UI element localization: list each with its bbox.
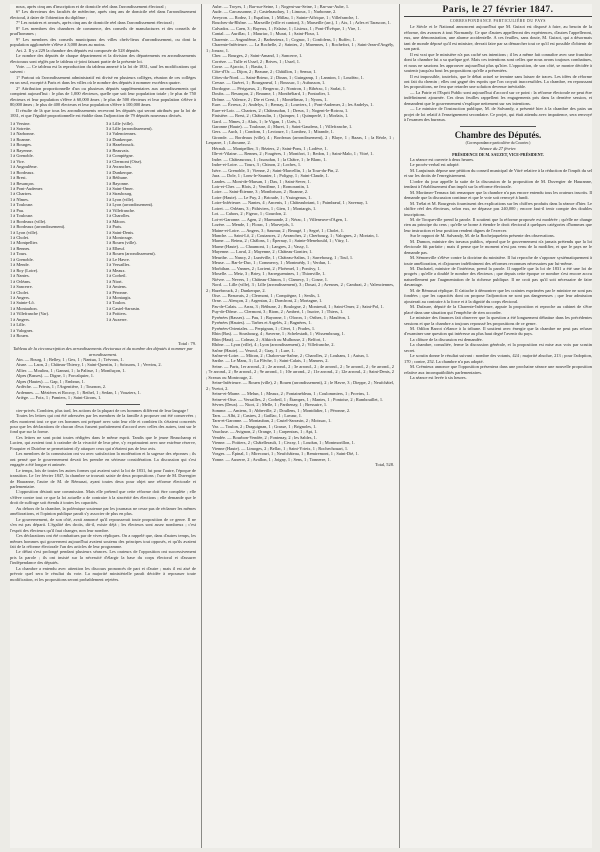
list-item: 1 à Chartres. — [10, 191, 33, 197]
paragraph: Sur le rapport de M. Salvandy, M. de la Rochejaquelein présente des observations. — [410, 233, 555, 239]
list-item: 1 à Orléans. — [10, 278, 32, 284]
department-entry: Seine. — Paris, 1er arrond., 2 ; 2e arrond., 2 ; 3e arrond., 2 ; 4e arrond., 2 ; 5e arrond., 2 ; 6e arrond., 2 ; 7e arrond., 2 ; 8e arrond., 2 ; 9e arrond., 1 ; 10e arrond., 2 ; 11e arrond., 2 ; 12e arrond., 2 ; Saint-Denis, 2 ; Sceaux ou Montrouge, 2. — [206, 363, 394, 380]
list-item: 1 à Bordeaux. — [10, 169, 35, 175]
list-item: 1 à Sainte-Lô. — [10, 300, 35, 306]
page-title: Paris, le 27 février 1847. — [404, 4, 592, 17]
department-entry: Somme. — Amiens, 3 ; Abbeville, 2 ; Doullens, 1 ; Montdidier, 1 ; Péronne, 2. — [212, 407, 351, 413]
department-entry: Alpes (Basses). — Digne, 1 ; Forcalquier, 1. — [16, 373, 94, 379]
intro-text — [404, 24, 592, 122]
list-item: 1 à Valognes. — [10, 327, 34, 333]
list-item: 1 à Toulouse. — [10, 202, 34, 208]
list-item: 1 à Rennes. — [10, 245, 31, 251]
deputies-list-left — [10, 121, 100, 339]
department-entry: Doubs. — Besançon, 2 ; Beaume, 1 ; Montbéliard, 1 ; Pontarlier, 1. — [212, 91, 331, 97]
paragraph: Toutes les lettres qui ont été adressées par les membres de la famille à proposer ont été conservées ; elles montrent tout ce que ces hommes ont préparé avec soin leur rôle et combien ils s'étaient concertés pour que les déclarations de chacun d'eux fussent parfaitement d'accord avec celles des autres, tant sur le fond que sur la forme. — [10, 413, 196, 435]
paragraph: Le gouvernement, de son côté, avait annoncé qu'il repousserait toute proposition de ce genre. Il ne s'en est pas départi. L'égalité des droits, dit-il, existe déjà ; les électeurs sont assez nombreux ; c'est l'esprit des électeurs qu'il faut changer, non leur nombre. — [10, 516, 196, 533]
list-item: 1 à Lille. — [10, 322, 26, 328]
department-entry: Mayenne. — Laval, 2 ; Mayenne, 2 ; Château-Gontier, 1. — [212, 249, 313, 255]
list-item: 1 à Pau. — [10, 207, 25, 213]
department-entry: Rhin (Haut). — Colmar, 2 ; Altkirch ou Mulhouse, 2 ; Belfort, 1. — [212, 336, 326, 342]
department-entry: Sarthe. — Le Mans, 3 ; La Flèche, 1 ; Saint-Calais, 1 ; Mamers, 2. — [212, 358, 329, 364]
department-entry: Loiret. — Orléans, 3 ; Pithiviers, 1 ; Gien, 1 ; Montargis, 1. — [212, 205, 317, 211]
paragraph: La séance est levée à six heures. — [410, 375, 467, 381]
paragraph: Vote. — Ce tableau est la reproduction du tableau annexé à la loi de 1831, sauf les modifications qui suivent : — [10, 63, 196, 75]
deputies-list — [10, 121, 196, 339]
department-entry: Aisne. — Laon, 2 ; Château-Thierry, 1 ; Saint-Quentin, 1 ; Soissons, 1 ; Vervins, 2. — [16, 362, 162, 368]
department-entry: Cantal. — Aurillac, 1 ; Mauriac, 1 ; Murat, 1 ; Saint-Flour, 1. — [212, 31, 320, 37]
paragraph: M. Lanjuinais dépose une pétition du conseil municipal de Vitré relative à la réduction de l'impôt du sel et sur les droits de l'enregistrement. — [404, 167, 592, 179]
department-entry: Vienne (Haute). — Limoges, 2 ; Bellac, 1 ; Saint-Yrieix, 1 ; Rochechouart, 1. — [212, 445, 349, 451]
paragraph: Au dehors de la chambre, la polémique soutenue par les journaux ne cesse pas de réclamer les mêmes améliorations, et l'opinion publique paraît s'y associer de plus en plus. — [10, 505, 196, 517]
department-entry: Isère. — Grenoble, 3 ; Vienne, 2 ; Saint-Marcellin, 1 ; la Tour-du-Pin, 2. — [212, 167, 339, 173]
list-item: 1 à Auxerre. — [106, 316, 128, 322]
list-item: 1 à Angers. — [10, 316, 30, 322]
paragraph: Le ministre des finances fait observer que la question a été longuement débattue dans les précédentes sessions et que la chambre a toujours repoussé les propositions de ce genre. — [404, 315, 592, 326]
paragraph: 2° Attribution proportionnelle d'un ou plusieurs députés supplémentaires aux arrondissements qui comptent aujourd'hui : le plus de 1,000 électeurs, quelle que soit leur population totale ; le plus de 750 électeurs et leur population s'élève à 60,000 âmes ; le plus de 500 électeurs et leur population s'élève à 80,000 âmes ; le plus de 400 électeurs et leur population s'élève à 100,000 âmes. — [10, 85, 196, 108]
department-entry: Seine-et-Oise. — Versailles, 2 ; Corbeil, 1 ; Étampes, 1 ; Mantes, 1 ; Pontoise, 2 ; Rambouillet, 1. — [212, 396, 384, 402]
newspaper-page — [10, 4, 592, 848]
department-entry: Moselle. — Metz, 3 ; Briey, 1 ; Sarreguemines, 1 ; Thionville, 1. — [212, 271, 326, 277]
paragraph: M. de Rémusat réplique. Il s'attache à démontrer que les craintes exprimées par le ministre ne sont pas fondées ; que les capacités dont on propose l'adjonction ne sont pas dangereuses ; que leur admission ajouterait au contraire à la force et à la dignité du corps électoral. — [404, 287, 592, 304]
list-item: 1 à Grenoble. — [10, 256, 34, 262]
list-item: 1 à Villefranche. — [106, 207, 136, 213]
list-item: 1 à Poitiers. — [106, 311, 127, 317]
paragraph: M. Mortimer-Ternaux fait remarquer que la chambre n'a pas encore entendu tous les orateurs inscrits. Il demande que la discussion continue et que le vote soit renvoyé à lundi. — [404, 189, 592, 201]
list-item: 1 à Béthune. — [106, 175, 129, 181]
department-entry: Saône-et-Loire. — Mâcon, 2 ; Chalon-sur-Saône, 2 ; Charolles, 2 ; Louhans, 1 ; Autun, 1. — [212, 353, 370, 358]
list-item: 1 à Beauvais. — [106, 147, 130, 153]
paragraph: 6° Les directeurs des facultés de médecine, après cinq ans de domicile réel dans l'arrondissement électoral, à dater de l'obtention du diplôme ; — [10, 9, 196, 20]
department-entry: Drôme. — Valence, 2 ; Die et Crest, 1 ; Montélimar, 1 ; Nyons, 1. — [212, 96, 328, 102]
department-entry: Yonne. — Auxerre, 2 ; Avallon, 1 ; Joigny, 1 ; Sens, 1 ; Tonnerre, 1. — [212, 456, 331, 462]
correspondence-head: CORRESPONDANCE PARTICULIÈRE DU PAYS — [450, 19, 546, 23]
department-entry: Gironde. — Bordeaux (ville), 4 ; Bordeaux (arrondissement), 2 ; Blaye, 1 ; Bazas, 1 ; la Réole, 1 ; Lesparre, 1 ; Libourne, 2. — [206, 134, 394, 146]
department-entry: Calvados. — Caen, 3 ; Bayeux, 1 ; Falaise, 1 ; Lisieux, 1 ; Pont-l'Évêque, 1 ; Vire, 1. — [212, 25, 361, 31]
paragraph: Le temps, lois de toutes les autres formes qui avaient suivi la loi de 1831, fut pour l'autre, l'époque de transition. Le 1er février 1847, la chambre se trouvait saisie de deux propositions ; l'une de M. Duvergier de Hauranne, l'autre de M. de Rémusat, ayant toutes deux pour objet une réforme électorale et parlementaire. — [10, 467, 196, 489]
column-right — [404, 4, 592, 848]
department-entry: Vosges. — Épinal, 1 ; Mirecourt, 1 ; Neufchâteau, 1 ; Remiremont, 1 ; Saint-Dié, 1. — [212, 451, 359, 457]
list-item: 1 à Narbonne. — [10, 131, 35, 137]
list-item: 1 à Montaubon. — [10, 305, 38, 311]
department-entry: Meurthe. — Nancy, 2 ; Lunéville, 1 ; Château-Salins, 1 ; Sarrebourg, 1 ; Toul, 1. — [212, 254, 354, 260]
department-entry: Indre. — Châteauroux, 1 ; Issoudun, 1 ; la Châtre, 1 ; le Blanc, 1. — [212, 156, 327, 162]
list-item: 1 à Angers. — [10, 295, 30, 301]
list-item: 1 à Sancerre. — [10, 284, 33, 290]
list-item: 1 à Charolles. — [106, 213, 131, 219]
list-item: 1 à Versine. — [10, 120, 31, 126]
department-entry: Alpes (Hautes). — Gap, 1 ; Embrun, 1. — [16, 378, 85, 384]
department-entry: Cher. — Bourges, 2 ; Saint-Amand, 1 ; Sancerre, 1. — [212, 53, 303, 59]
list-total: Total : 79. — [178, 340, 196, 346]
department-entry: Vaucluse. — Avignon, 2 ; Orange, 1 ; Carpentras, 1 ; Apt, 1. — [212, 429, 318, 435]
department-entry: Ariège. — Foix, 1 ; Pamiers, 1 ; Saint-Girons, 1. — [16, 395, 102, 401]
paragraph: Ces lettres ne sont point toutes rédigées dans le même esprit. Tandis que le jeune Beauchamp et Lucien, qui avaient tout à craindre de la vivacité de leur père, s'y exprimaient avec une extrême réserve, Fouquier et Dutrône se permettaient d'y attaquer ceux qui n'étaient pas de leur avis. — [10, 434, 196, 451]
department-entry: Landes. — Mont-de-Marsan, 1 ; Dax, 1 ; Saint-Sever, 1. — [212, 178, 311, 184]
paragraph: cier-privés. Combien, plus tard, les actions de la plupart de ces hommes différent de leur langage ! — [16, 407, 189, 413]
separator — [460, 126, 535, 127]
list-item: 1 à Tours. — [10, 251, 28, 257]
paragraph: M. Trélat et M. Bourgeois fournissent des explications sur les chiffres produits dans la séance d'hier. Le chiffre réel des électeurs, selon eux, ne dépasse pas 240,000 ; encore faut-il tenir compte des doubles inscriptions. — [404, 200, 592, 217]
department-entry: Côte-d'Or. — Dijon, 2 ; Beaune, 2 ; Châtillon, 1 ; Semur, 1. — [212, 69, 317, 75]
list-item: 1 à Strasbourg. — [106, 191, 133, 197]
paragraph: Les membres de la commission ont vu avec satisfaction la modération et la sagesse des réponses ; ils ont pensé que le gouvernement devait les prendre en sérieuse considération. La discussion qui s'est engagée a été longue et animée. — [10, 451, 196, 468]
commentary-text — [10, 408, 196, 583]
department-entry: Aude. — Carcassonne, 2 ; Castelnaudary, 1 ; Limoux, 1 ; Narbonne, 2. — [212, 9, 337, 15]
paragraph: noux, après cinq ans d'inscription et de domicile réel dans l'arrondissement électoral ; — [16, 4, 166, 9]
paragraph: Art. 2. Il y a 229 la chambre des députés est composée de 528 députés. — [16, 47, 141, 53]
department-entry: Meuse. — Bar-le-Duc, 1 ; Commercy, 1 ; Montmédy, 1 ; Verdun, 1. — [212, 260, 331, 266]
paragraph: Le Siècle et le National annoncent aujourd'hui que M. Guizot est disposé à faire, au besoin de la réforme, des avances à tout Normandy. Ce que d'autres appelleront des expériences, d'autres l'appelleront, eux, une démonstration, une alarme accidentelle. A ces feuilles, sans doute, M. Guizot, qui a désormais tant de monde déposé qu'il est ministre, devrait faire par sa démarcher tout ce qu'il est possible d'obtenir de son parti. — [404, 24, 592, 52]
department-entry: Tarn. — Albi, 2 ; Castres, 2 ; Gaillac, 1 ; Lavaur, 1. — [212, 412, 302, 418]
paragraph: Ces déclarations ont été combattues par de vives répliques. On a rappelé que, dans d'autres temps, les mêmes hommes qui gouvernent aujourd'hui avaient soutenu des principes tout opposés, et qu'ils avaient fait de la réforme électorale l'un des articles de leur programme. — [10, 533, 196, 549]
list-item: 1 à Compiègne. — [106, 153, 134, 159]
department-entry: Marne (Haute). — Chaumont, 1 ; Langres, 2 ; Vassy, 1. — [212, 243, 310, 249]
list-item: 1 à Vire. — [10, 158, 25, 164]
deputies-total: Total, 528. — [375, 462, 394, 468]
department-entry: Orne. — Alençon, 2 ; Argentan, 2 ; Domfront, 2 ; Mortagne, 1. — [212, 298, 323, 304]
paragraph: 8° Les membres des chambres de commerce, des conseils de manufactures et des conseils de prud'hommes ; — [10, 25, 196, 37]
department-entry: Nord. — Lille (ville), 3 ; Lille (arrondissement), 3 ; Douai, 2 ; Avesnes, 2 ; Cambrai, 2 ; Valenciennes, 2 ; Hazebrouck, 2 ; Dunkerque, 2. — [206, 282, 394, 293]
department-entry: Vendée. — Bourbon-Vendée, 2 ; Fontenay, 2 ; les Sables, 1. — [212, 434, 317, 440]
list-item: 1 à Péronne. — [106, 289, 128, 295]
column-left — [10, 4, 196, 848]
department-entry: Saône (Haute). — Vesoul, 2 ; Gray, 1 ; Lure, 1. — [212, 347, 295, 353]
department-list — [206, 4, 394, 462]
department-entry: Eure-et-Loir. — Chartres, 2 ; Châteaudun, 1 ; Dreux, 1 ; Nogent-le-Rotrou, 1. — [212, 107, 349, 113]
list-item: 1 à Hazebrouck. — [106, 142, 135, 148]
paragraph: M. Dumon, ministre des travaux publics, répond que le gouvernement n'a jamais prétendu que la loi électorale fût parfaite ; mais il pense que le moment n'est pas venu de la modifier, et que le pays ne le demande pas. — [404, 238, 592, 255]
department-entry: Loire. — Saint-Étienne, 3 ; Montbrison, 2 ; Roanne, 2. — [212, 189, 309, 195]
list-item: 1 à Clermont (Oise). — [106, 158, 143, 164]
department-entry: Creuse. — Guéret, 1 ; Bourganeuf, 1 ; Boussac, 1 ; Aubusson, 1. — [212, 80, 326, 86]
column-rule — [399, 4, 400, 848]
section-title: Chambre des Députés. — [454, 129, 542, 140]
session-report — [404, 157, 592, 381]
list-item: 1 à Bourges. — [10, 142, 32, 148]
department-entry: Bouches-du-Rhône. — Marseille (ville et canton), 3 ; Marseille (arr.), 1 ; Aix, 1 ; Arles et Tarascon, 1. — [212, 20, 391, 26]
department-entry: Eure. — Évreux, 2 ; Andelys, 1 ; Bernay, 2 ; Louviers, 1 ; Pont-Audemer, 2 ; les Andelys, 1. — [212, 102, 374, 108]
list-item: 1 à Bordeaux (arrondissement). — [10, 224, 66, 230]
department-entry: Indre-et-Loire. — Tours, 3 ; Chinon, 2 ; Loches, 1. — [212, 162, 302, 168]
department-entry: Seine-et-Marne. — Melun, 1 ; Meaux, 2 ; Fontainebleau, 1 ; Coulommiers, 1 ; Provins, 1. — [212, 391, 370, 397]
department-entry: Corrèze. — Tulle et Ussel, 2 ; Brives, 1 ; Ussel, 1. — [212, 58, 301, 64]
department-entry: Ardèche. — Privas, 1 ; l'Argentière, 1 ; Tournon, 2. — [16, 384, 107, 390]
paragraph: M. Dufaure, député de la Charente-Inférieure, appuie la proposition et reproche au cabinet de s'être placé dans une situation qui l'empêche de rien accorder. — [404, 304, 592, 315]
list-item: 1 à Bayonne. — [106, 180, 130, 186]
department-entry: Pyrénées (Hautes). — Tarbes et Argelès, 2 ; Bagnères, 1. — [212, 320, 312, 326]
list-item: 1 à Toulon. — [106, 300, 126, 306]
paragraph: M. Crémieux annonce que l'opposition présentera dans une prochaine séance une nouvelle proposition relative aux incompatibilités parlementaires. — [404, 364, 592, 375]
department-entry: Loir-et-Cher. — Blois, 2 ; Vendôme, 1 ; Romorantin, 1. — [212, 183, 310, 189]
department-entry: Finistère. — Brest, 2 ; Châteaulin, 1 ; Quimper, 1 ; Quimperlé, 1 ; Morlaix, 1. — [212, 113, 349, 119]
paragraph: M. Duchatel, ministre de l'intérieur, prend la parole. Il rappelle que la loi de 1831 a été une loi de progrès ; qu'elle a doublé le nombre des électeurs ; que depuis cette époque ce nombre s'est encore accru naturellement par l'augmentation de la richesse publique. Il ne croit pas qu'il soit nécessaire de faire davantage. — [404, 266, 592, 288]
list-item: 1 à Cholet. — [10, 235, 30, 241]
list-item: 1 à Brest. — [10, 175, 27, 181]
section-subhead: (Correspondance particulière du Courrier.) — [465, 140, 531, 145]
list-item: 1 à Lyon (arrondissement). — [106, 202, 154, 208]
list-item: 1 à Roy (Loire). — [10, 267, 39, 273]
paragraph: — Le ministre de l'instruction publique, M. de Salvandy, a présenté hier à la chambre des pairs un projet de loi relatif à l'enseignement secondaire. Ce projet, qui était attendu avec impatience, sera renvoyé à l'examen des bureaux. — [404, 106, 592, 123]
department-entry: Pas-de-Calais. — Arras, 3 ; Béthune, 2 ; Boulogne, 2 ; Montreuil, 1 ; Saint-Omer, 2 ; Saint-Pol, 1. — [212, 303, 384, 309]
department-entry: Aube. — Troyes, 1 ; Bar-sur-Seine, 1 ; Nogent-sur-Seine, 1 ; Bar-sur-Aube, 1. — [212, 4, 350, 9]
list-item: 1 à Amiens. — [106, 284, 127, 290]
department-entry: Sèvres (Deux). — Niort, 2 ; Melle, 1 ; Parthenay, 1 ; Bressuire, 1. — [212, 402, 328, 408]
paragraph: L'opposition désirait une commission. Mais elle prétend que cette réforme doit être complète ; elle s'élève contre tout ce que la loi actuelle a de contraire à la sincérité des élections ; elle demande que le droit de suffrage soit étendu à toutes les capacités. — [10, 489, 196, 506]
list-item: 1 à Rayenne. — [10, 147, 33, 153]
paragraph: Le scrutin donne le résultat suivant : nombre des votants, 424 ; majorité absolue, 213 ; pour l'adoption, 170 ; contre, 252. La chambre n'a pas adopté. — [404, 353, 592, 364]
paragraph: Il est impossible, toutefois, que le débat actuel se termine sans laisser de traces. Les idées de réforme ont fait du chemin ; elles ont gagné des esprits que l'on croyait inaccessibles. La chambre, en repoussant les propositions, ne fera que retarder une solution devenue inévitable. — [404, 73, 592, 90]
department-entry: Gard. — Nîmes, 2 ; Alais, 1 ; le Vigan, 1 ; Uzès, 1. — [212, 118, 302, 124]
list-item: 1 à Saint-Omer. — [106, 185, 134, 191]
department-entry: Seine-Inférieure. — Rouen (ville), 2 ; Rouen (arrondissement), 2 ; le Havre, 3 ; Dieppe, 2 ; Neufchâtel, 2 ; Yvetot, 2. — [206, 380, 394, 391]
department-entry: Ardennes. — Mézières et Rocroy, 1 ; Rethel, 1 ; Sedan, 1 ; Vouziers, 1. — [16, 389, 141, 395]
department-entry: Pyrénées (Basses). — Pau, 1 ; Bayonne, 1 ; Oloron, 1 ; Orthez, 1 ; Mauléon, 1. — [212, 314, 351, 320]
list-item: 1 à Valenciennes. — [106, 131, 137, 137]
list-item: 1 à Sotrette. — [10, 125, 32, 131]
paragraph: 1° Partout où l'arrondissement administratif est divisé en plusieurs collèges, réunion de ces collèges en un seul, excepté à Paris et dans les villes où le nombre des députés à nommer excédera quatre. — [10, 74, 196, 86]
department-entry: Puy-de-Dôme. — Clermont, 3 ; Riom, 2 ; Ambert, 1 ; Issoire, 1 ; Thiers, 1. — [212, 309, 344, 315]
list-item: 3 à Lille (arrondissement). — [106, 125, 153, 131]
department-entry: Tarn-et-Garonne. — Montauban, 2 ; Castel-Sarrasin, 2 ; Moissac, 1. — [212, 418, 332, 424]
list-item: 1 à Nîmes. — [10, 196, 29, 202]
list-item: 1 à Rouen (arrondissement). — [106, 251, 156, 257]
department-entry: Côtes-du-Nord. — Saint-Brieuc, 2 ; Dinan, 1 ; Guingamp, 1 ; Lannion, 1 ; Loudéac, 1. — [212, 74, 364, 80]
list-item: 1 à Lyon (ville). — [106, 196, 135, 202]
department-entry: Pyrénées-Orientales. — Perpignan, 1 ; Céret, 1 ; Prades, 1. — [212, 325, 316, 331]
paragraph: 7° Les notaires et avoués, après cinq ans de domicile réel dans l'arrondissement électoral ; — [16, 20, 174, 26]
table-caption: Tableau de la circonscription des arrondissements électoraux et du nombre des députés à nommer par arrondissement. — [13, 346, 193, 357]
list-item: 1 à Besançon. — [10, 180, 35, 186]
department-entry: Loire (Haute). — Le Puy, 2 ; Brioude, 1 ; Yssingeaux, 1. — [212, 194, 312, 200]
list-item: 1 à Niort. — [106, 278, 123, 284]
list-item: 1 à Cholet. — [10, 289, 30, 295]
department-entry: Charente. — Angoulême, 2 ; Barbezieux, 1 ; Cognac, 1 ; Confolens, 1 ; Ruffec, 1. — [212, 36, 356, 42]
department-entry: Nièvre. — Nevers, 1 ; Château-Chinon, 1 ; Clamecy, 1 ; Cosne, 1. — [212, 276, 329, 282]
department-entry: Rhin (Bas). — Strasbourg, 4 ; Saverne, 1 ; Schelestadt, 1 ; Wissembourg, 1. — [212, 331, 345, 337]
department-entry: Hérault. — Montpellier, 3 ; Béziers, 2 ; Saint-Pons, 1 ; Lodève, 1. — [212, 145, 328, 151]
department-entry: Lot. — Cahors, 2 ; Figeac, 1 ; Gourdon, 2. — [212, 211, 287, 217]
department-entry: Loire-Inférieure. — Nantes, 4 ; Ancenis, 1 ; Châteaubriant, 1 ; Paimbœuf, 1 ; Savenay, 1. — [212, 200, 369, 206]
list-item: 1 à Montpellier. — [10, 240, 38, 246]
separator — [66, 404, 140, 405]
paragraph: L'ordre du jour appelle la suite de la discussion de la proposition de M. Duvergier de Hauranne, tendant à l'établissement d'un impôt sur la réforme électorale. — [404, 178, 592, 190]
department-entry: Ille-et-Vilaine. — Rennes, 2 ; Fougères, 1 ; Montfort, 1 ; Redon, 1 ; Saint-Malo, 1 ; Vitré, 1. — [212, 151, 374, 157]
list-item: 1 à Roanne. — [10, 136, 31, 142]
department-entry: Morbihan. — Vannes, 2 ; Lorient, 2 ; Ploërmel, 1 ; Pontivy, 1. — [212, 265, 321, 271]
list-item: 1 à Rouen. — [10, 333, 29, 339]
list-item: 1 à Elbeuf. — [106, 245, 126, 251]
paragraph: La chambre a entendu avec attention les discours prononcés de part et d'autre ; mais il est aisé de prévoir quel sera le résultat du vote. La majorité ministérielle paraît décidée à repousser toute modification, et les propositions seront probablement rejetées. — [10, 565, 196, 582]
list-item: 1 à Toulouse. — [10, 213, 34, 219]
department-entry: Var. — Toulon, 2 ; Draguignan, 1 ; Grasse, 1 ; Brignoles, 1. — [212, 423, 317, 429]
list-item: 1 à Mende. — [10, 262, 30, 268]
list-item: 1 à Angoulême. — [10, 164, 38, 170]
paragraph: — La Patrie et l'Esprit Public sont aujourd'hui d'accord sur ce point : la réforme électorale ne peut être indéfiniment ajournée. Ces deux feuilles rappellent les engagements pris dans la dernière session, et demandent que le gouvernement s'explique nettement sur ses intentions. — [404, 89, 592, 106]
list-item: 1 à Lyon (ville). — [10, 229, 39, 235]
department-entry: Oise. — Beauvais, 2 ; Clermont, 1 ; Compiègne, 1 ; Senlis, 1. — [212, 293, 321, 299]
paragraph: La clôture de la discussion est demandée. — [410, 336, 483, 342]
electoral-law-text — [10, 4, 196, 119]
session-date: Séance du 27 février. — [479, 146, 517, 152]
paragraph: Il résulte de là que tous les arrondissements recevront les députés qui seront attribués par la loi de 1831, et que l'égalité proportionnelle est établie dans l'adjonction de 79 députés nouveaux divisés. — [10, 107, 196, 119]
list-item: 1 à Dunkerque. — [106, 169, 133, 175]
department-entry: Jura. — Dole, 1 ; Lons-le-Saunier, 1 ; Poligny, 1 ; Saint-Claude, 1. — [212, 173, 329, 179]
list-item: 1 à Paris. — [106, 224, 123, 230]
list-item: 1 à Dunkerque. — [106, 136, 133, 142]
list-item: 1 à Le Havre. — [106, 256, 130, 262]
column-rule — [201, 4, 202, 848]
list-item: 1 à Castel-Sarrasin. — [106, 305, 141, 311]
department-entry: Ain. — Bourg, 1 ; Belley, 1 ; Gex, 1 ; Nantua, 1 ; Trévoux, 1. — [16, 357, 124, 362]
list-item: 1 à Pont-Audemer. — [10, 185, 44, 191]
list-item: 1 à Rouen (ville). — [106, 240, 137, 246]
department-entry: Lozère. — Mende, 1 ; Florac, 1 ; Marvejols, 1. — [212, 222, 295, 228]
department-entry: Maine-et-Loire. — Angers, 3 ; Saumur, 2 ; Beaugé, 1 ; Segré, 1 ; Cholet, 1. — [212, 227, 345, 233]
department-list — [10, 357, 196, 401]
department-entry: Dordogne. — Périgueux, 2 ; Bergerac, 2 ; Nontron, 1 ; Ribérac, 1 ; Sarlat, 1. — [212, 85, 347, 91]
department-entry: Lot-et-Garonne. — Agen, 2 ; Marmande, 2 ; Nérac, 1 ; Villeneuve-d'Agen, 1. — [212, 216, 348, 222]
paragraph: La chambre, consultée, ferme la discussion générale, et la proposition est mise aux voix par scrutin secret. — [404, 342, 592, 353]
department-entry: Manche. — Saint-Lô, 2 ; Coutances, 2 ; Avranches, 2 ; Cherbourg, 1 ; Valognes, 2 ; Mortain, 1. — [212, 233, 380, 239]
paragraph: M. de Tocqueville prend la parole. Il soutient que la réforme proposée est modérée ; qu'elle ne change rien au principe du cens ; qu'elle se borne à étendre le droit électoral à quelques catégories d'hommes que leur instruction et leur position rendent dignes de l'exercer. — [404, 216, 592, 233]
department-entry: Garonne (Haute). — Toulouse, 4 ; Muret, 1 ; Saint-Gaudens, 1 ; Villefranche, 1. — [212, 123, 353, 129]
paragraph: 9° Les membres des conseils municipaux des villes chefs-lieux d'arrondissement, ou dont la population agglomérée s'élève à 3,000 âmes au moins. — [10, 36, 196, 48]
paragraph: La séance est ouverte à deux heures. — [410, 156, 474, 162]
department-entry: Charente-Inférieure. — La Rochelle, 2 ; Saintes, 2 ; Marennes, 1 ; Rochefort, 1 ; Saint-Jean-d'Angély, 1 ; Jonzac, 1. — [206, 42, 394, 53]
paragraph: Il est vrai que le ministère n'a pas caché ses intentions ; il les a même fait connaître avec une franchise dont la chambre lui a su quelque gré. Mais ces intentions sont celles que nous avons toujours combattues, et nous ne saurions les approuver aujourd'hui plus qu'hier. L'opposition, de son côté, se montre décidée à soutenir jusqu'au bout les propositions qu'elle a présentées. — [404, 51, 592, 74]
paragraph: Le débat s'est prolongé pendant plusieurs séances. Les orateurs de l'opposition ont successivement pris la parole ; ils ont insisté sur la nécessité d'élargir la base du corps électoral et d'assurer l'indépendance des députés. — [10, 549, 196, 566]
list-item: 1 à Meaux. — [106, 267, 126, 273]
deputies-list-right — [106, 121, 196, 339]
list-item: 1 à Nantes. — [10, 273, 30, 279]
department-entry: Rhône. — Lyon (ville), 4 ; Lyon (arrondissement), 2 ; Villefranche, 2. — [212, 342, 335, 348]
column-middle — [206, 4, 394, 848]
department-entry: Gers. — Auch, 1 ; Condom, 1 ; Lectoure, 1 ; Lombez, 1 ; Mirande, 1. — [212, 129, 334, 135]
list-item: 1 à Montargis. — [106, 295, 132, 301]
list-item: 1 à Bordeaux (ville). — [10, 218, 47, 224]
department-entry: Vienne. — Poitiers, 2 ; Châtellerault, 1 ; Civray, 1 ; Loudun, 1 ; Montmorillon, 1. — [212, 440, 355, 446]
paragraph: M. Sémonville s'élève contre la doctrine du ministère. Il lui reproche de s'opposer systématiquement à toute amélioration, et d'ajourner indéfiniment des réformes reconnues nécessaires par lui-même. — [404, 255, 592, 266]
department-entry: Allier. — Moulins, 1 ; Gannat, 1 ; la Palisse, 1 ; Montluçon, 1. — [16, 367, 126, 373]
department-entry: Marne. — Reims, 2 ; Châlons, 1 ; Épernay, 1 ; Sainte-Menehould, 1 ; Vitry, 1. — [212, 238, 349, 244]
list-item: 1 à Avranches. — [106, 164, 132, 170]
list-item: 1 à Mâcon. — [106, 218, 126, 224]
paragraph: M. Odilon Barrot s'élance à la tribune. Il soutient avec énergie que la chambre ne peut pas refuser d'examiner une question qui intéresse au plus haut degré l'avenir du pays. — [404, 326, 592, 337]
list-item: 3 à Lille (ville). — [106, 120, 134, 126]
paragraph: Le nombre des députés de chaque département et la division des départements en arrondissements électoraux sont réglés par le tableau ci-joint faisant partie de la présente loi. — [10, 53, 196, 64]
paragraph: Le procès-verbal est adopté. — [410, 162, 460, 168]
presidency-line: PRÉSIDENCE DE M. SAUZET, VICE-PRÉSIDENT. — [452, 151, 544, 157]
list-item: 1 à Grenoble. — [10, 153, 34, 159]
department-entry: Aveyron. — Rodez, 1 ; Espalion, 1 ; Millau, 1 ; Sainte-Affrique, 1 ; Villefranche, 1. — [212, 14, 359, 20]
list-item: 1 à Montrouge. — [106, 235, 133, 241]
list-item: 1 à Corbeil. — [106, 273, 127, 279]
list-item: 1 à Versailles. — [106, 262, 131, 268]
list-item: 1 à Saint-Denis. — [106, 229, 135, 235]
department-entry: Corse. — Ajaccio, 1 ; Bastia, 1. — [212, 63, 268, 69]
list-item: 1 à Villefranche (Var). — [10, 311, 50, 317]
